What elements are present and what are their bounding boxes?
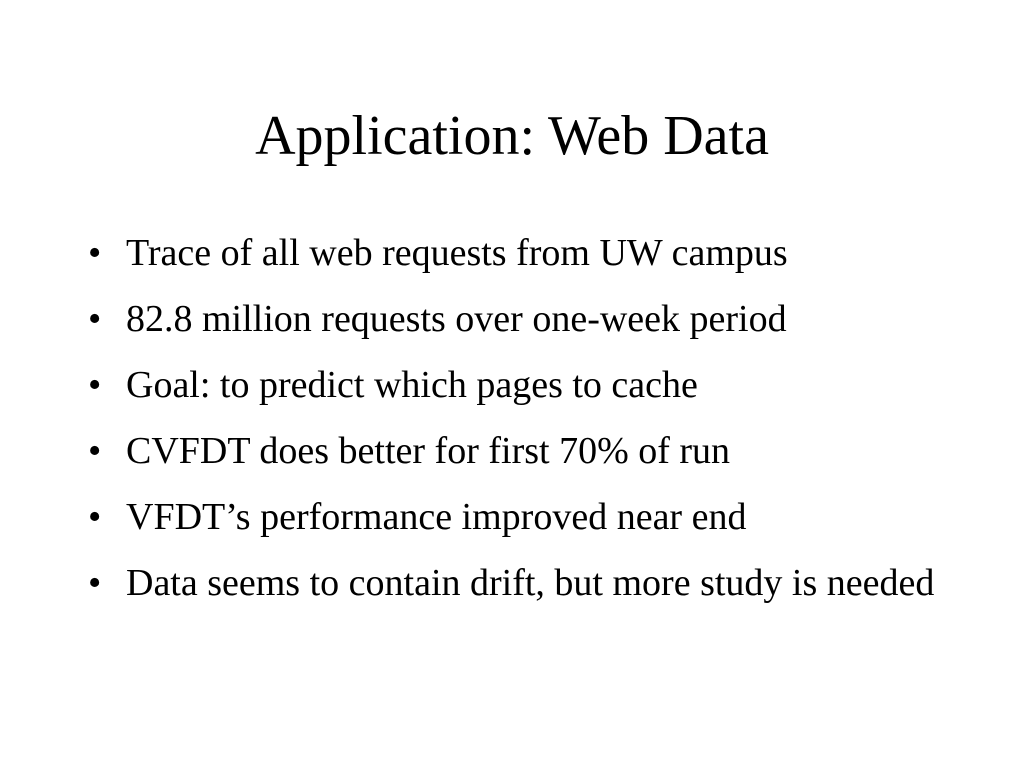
bullet-item: [88, 362, 948, 408]
bullet-item: [88, 494, 948, 540]
bullet-marker: •: [88, 496, 102, 538]
bullet-item: [88, 560, 948, 606]
bullet-item: [88, 296, 948, 342]
slide-title: Application: Web Data: [255, 105, 769, 167]
bullet-marker: •: [88, 430, 102, 472]
bullet-text: Goal: to predict which pages to cache: [126, 364, 698, 406]
bullet-marker: •: [88, 562, 102, 604]
bullet-item: [88, 428, 948, 474]
bullet-text: 82.8 million requests over one-week period: [126, 298, 787, 340]
bullet-marker: •: [88, 364, 102, 406]
bullet-list: [88, 230, 948, 626]
bullet-item: [88, 230, 948, 276]
bullet-text: Trace of all web requests from UW campus: [126, 232, 788, 274]
bullet-marker: •: [88, 232, 102, 274]
bullet-text: VFDT’s performance improved near end: [126, 496, 747, 538]
bullet-text: CVFDT does better for first 70% of run: [126, 430, 731, 472]
bullet-marker: •: [88, 298, 102, 340]
bullet-text: Data seems to contain drift, but more study is needed: [126, 562, 935, 604]
